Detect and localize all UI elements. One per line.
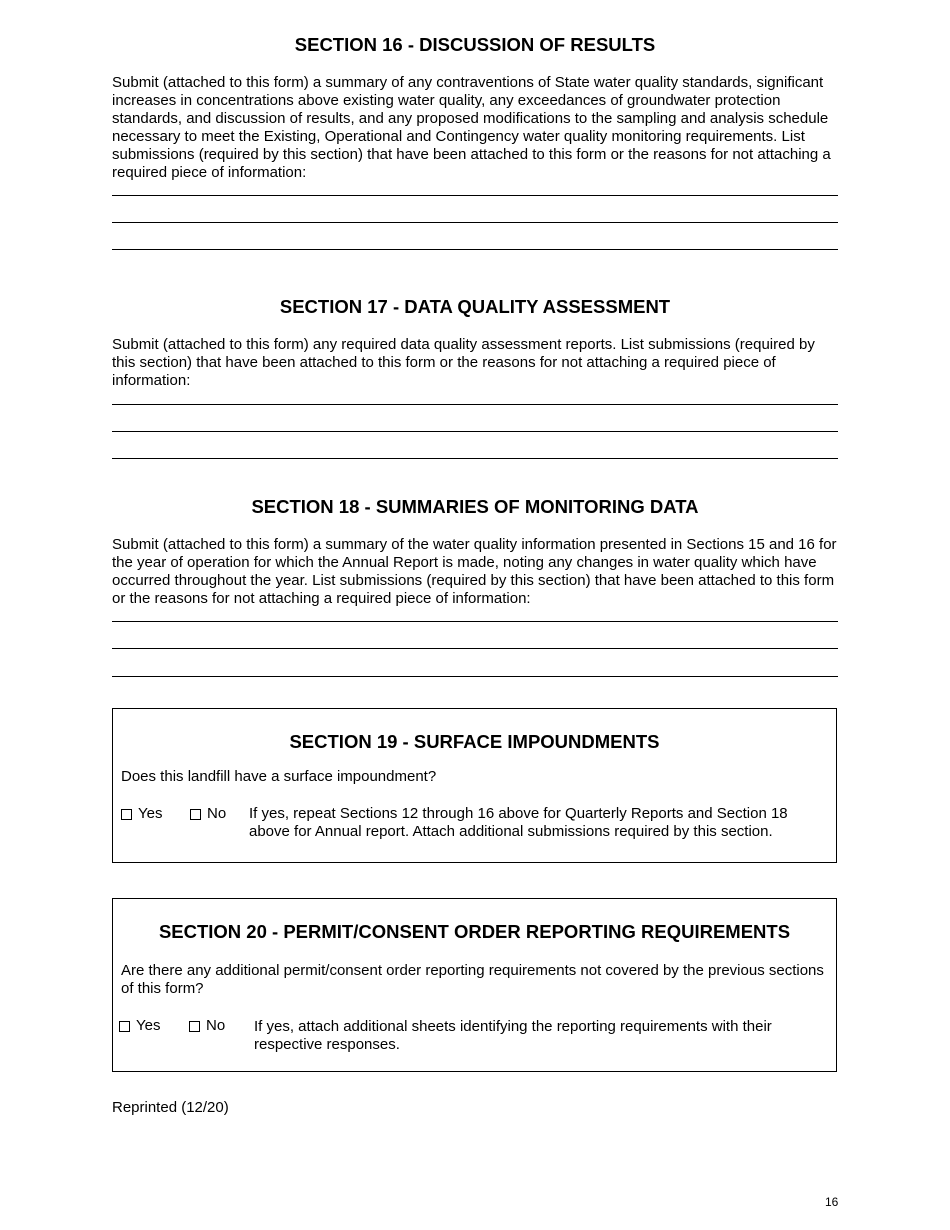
page-number: 16: [825, 1195, 839, 1209]
no-checkbox-icon[interactable]: [189, 1021, 200, 1032]
section-16-response-line-2[interactable]: [112, 222, 838, 223]
section-19-instruction: If yes, repeat Sections 12 through 16 above for Quarterly Reports and Section 18 above for Annual report. Attach additional submissions required by this section.: [249, 805, 788, 840]
section-20-yes-label: Yes: [136, 1017, 161, 1034]
section-18-title: SECTION 18 - SUMMARIES OF MONITORING DATA: [251, 496, 699, 517]
section-19-question: Does this landfill have a surface impoundment?: [121, 768, 437, 785]
section-20-question: Are there any additional permit/consent order reporting requirements not covered by the previous sections of this form?: [121, 962, 824, 997]
section-17-response-line-2[interactable]: [112, 431, 838, 432]
section-19-no-option[interactable]: [190, 805, 226, 823]
section-18-response-line-3[interactable]: [112, 676, 838, 677]
section-20-instruction: If yes, attach additional sheets identifying the reporting requirements with their respective responses.: [254, 1018, 772, 1053]
no-checkbox-icon[interactable]: [190, 809, 201, 820]
section-20-no-option[interactable]: [189, 1017, 225, 1035]
section-16-response-line-3[interactable]: [112, 249, 838, 250]
section-17-instructions: Submit (attached to this form) any required data quality assessment reports. List submissions (required by this section) that have been attached to this form or the reasons for not attaching a required piece of information:: [112, 336, 815, 389]
section-17-response-line-3[interactable]: [112, 458, 838, 459]
reprinted-date: Reprinted (12/20): [112, 1099, 229, 1116]
section-18-response-line-1[interactable]: [112, 621, 838, 622]
section-17-response-line-1[interactable]: [112, 404, 838, 405]
section-16-instructions: Submit (attached to this form) a summary of any contraventions of State water quality standards, significant increases in concentrations above existing water quality, any exceedances of groundwater protection standards, and discussion of results, and any proposed modifications to the sampling and analysis schedule necessary to meet the Existing, Operational and Contingency water quality monitoring requirements. List submissions (required by this section) that have been attached to this form or the reasons for not attaching a required piece of information:: [112, 74, 831, 181]
yes-checkbox-icon[interactable]: [119, 1021, 130, 1032]
section-19-no-label: No: [207, 805, 227, 822]
section-19-yes-option[interactable]: [121, 805, 162, 823]
yes-checkbox-icon[interactable]: [121, 809, 132, 820]
section-18-instructions: Submit (attached to this form) a summary of the water quality information presented in Sections 15 and 16 for the year of operation for which the Annual Report is made, noting any changes in water quality which have occurred throughout the year. List submissions (required by this section) that have been attached to this form or the reasons for not attaching a required piece of information:: [112, 536, 837, 607]
section-19-yes-label: Yes: [138, 805, 163, 822]
section-18-response-line-2[interactable]: [112, 648, 838, 649]
section-17-title: SECTION 17 - DATA QUALITY ASSESSMENT: [279, 296, 671, 317]
section-20-title: SECTION 20 - PERMIT/CONSENT ORDER REPORTING REQUIREMENTS: [158, 921, 791, 942]
section-19-title: SECTION 19 - SURFACE IMPOUNDMENTS: [289, 731, 660, 752]
section-20-no-label: No: [206, 1017, 226, 1034]
section-20-yes-option[interactable]: [119, 1017, 160, 1035]
section-16-response-line-1[interactable]: [112, 195, 838, 196]
section-16-title: SECTION 16 - DISCUSSION OF RESULTS: [294, 34, 656, 55]
